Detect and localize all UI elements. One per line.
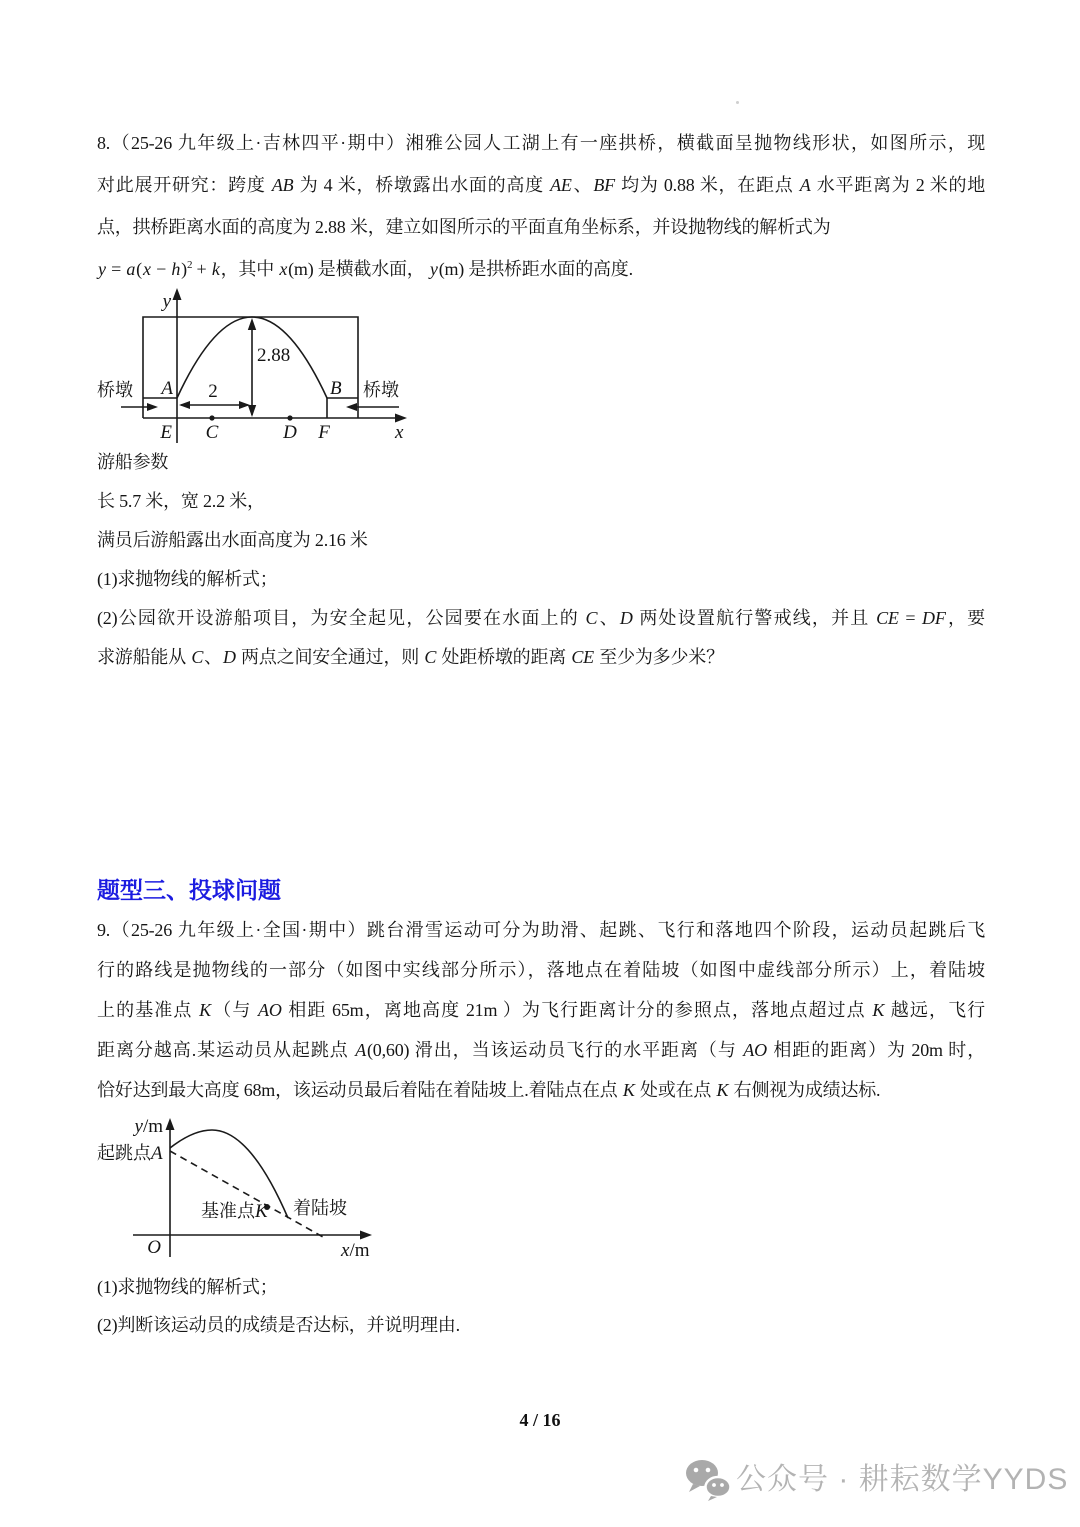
problem-9-statement xyxy=(97,910,985,1110)
figure1-height-value: 2.88 xyxy=(257,345,291,366)
figure1-point-A: A xyxy=(161,378,173,399)
problem-9-questions xyxy=(97,1268,985,1344)
problem-8-line-3: 点，拱桥距离水面的高度为 2.88 米，建立如图所示的平面直角坐标系，并设抛物线的解析式为 xyxy=(97,217,831,237)
problem-9-question-2: (2)判断该运动员的成绩是否达标，并说明理由. xyxy=(97,1315,460,1335)
scan-artifact-dot xyxy=(736,101,739,104)
figure-bridge-parabola xyxy=(95,285,415,450)
figure1-point-F: F xyxy=(318,422,330,443)
problem-8-statement xyxy=(97,122,985,290)
problem-9-line-1: 9.（25-26 九年级上·全国·期中）跳台滑雪运动可分为助滑、起跳、飞行和落地四个阶段，运动员起跳后飞 xyxy=(97,920,985,940)
height-up-arrowhead xyxy=(248,318,256,330)
problem-8-question-2-line-2: 求游船能从 C、D 两点之间安全通过，则 C 处距桥墩的距离 CE 至少为多少米？ xyxy=(97,647,724,667)
page-number: 4 / 16 xyxy=(519,1410,561,1430)
figure2-landing-slope-label: 着陆坡 xyxy=(293,1198,347,1218)
figure2-reference-point-label: 基准点K xyxy=(201,1201,268,1222)
figure1-x-label: x xyxy=(395,422,404,443)
boat-height-line: 满员后游船露出水面高度为 2.16 米 xyxy=(97,530,368,550)
figure-ski-jump xyxy=(95,1115,385,1265)
problem-8-boat-params-and-questions xyxy=(97,443,985,677)
right-pier-arrowhead xyxy=(346,403,357,411)
figure1-point-D: D xyxy=(283,422,297,443)
footer-brand: 公众号 · 耕耘数学YYDS xyxy=(736,1463,1069,1496)
figure1-y-label: y xyxy=(162,291,171,312)
span-right-arrowhead xyxy=(239,401,250,409)
problem-8-line-2: 对此展开研究：跨度 AB 为 4 米，桥墩露出水面的高度 AE、BF 均为 0.88 米，在距点 A 水平距离为 2 米的地 xyxy=(97,175,986,195)
figure2-takeoff-label: 起跳点A xyxy=(97,1143,163,1164)
figure2-axes-and-curves xyxy=(133,1123,367,1257)
figure2-origin-label: O xyxy=(147,1237,161,1258)
height-down-arrowhead xyxy=(248,405,256,417)
section-heading: 题型三、投球问题 xyxy=(97,877,281,903)
problem-9-line-3: 上的基准点 K（与 AO 相距 65m，离地高度 21m ）为飞行距离计分的参照点，落地点超过点 K 越远，飞行 xyxy=(97,1000,985,1020)
boat-params-title: 游船参数 xyxy=(97,452,169,472)
y-axis-arrowhead xyxy=(166,1118,175,1130)
left-pier-arrowhead xyxy=(147,403,158,411)
figure1-point-C: C xyxy=(205,422,219,443)
bounding-rectangle xyxy=(143,317,358,418)
x-axis-arrowhead xyxy=(360,1231,372,1240)
figure1-point-E: E xyxy=(160,422,172,443)
problem-8-line-1: 8.（25-26 九年级上·吉林四平·期中）湘雅公园人工湖上有一座拱桥，横截面呈抛物线形状，如图所示，现 xyxy=(97,133,985,153)
y-axis-arrowhead xyxy=(173,288,182,300)
landing-slope-dashed-line xyxy=(170,1151,323,1237)
problem-9-question-1: (1)求抛物线的解析式； xyxy=(97,1277,278,1297)
problem-9-line-4: 距离分越高.某运动员从起跳点 A(0,60) 滑出，当该运动员飞行的水平距离（与 AO 相距的距离）为 20m 时， xyxy=(97,1040,985,1060)
figure2-x-axis-label: x/m xyxy=(341,1240,370,1261)
problem-9-line-2: 行的路线是抛物线的一部分（如图中实线部分所示），落地点在着陆坡（如图中虚线部分所示）上，着陆坡 xyxy=(97,960,985,980)
wechat-icon xyxy=(684,1458,732,1502)
figure1-half-span-value: 2 xyxy=(208,381,218,402)
figure2-y-axis-label: y/m xyxy=(134,1116,163,1137)
figure1-right-pier-label: 桥墩 xyxy=(363,380,399,400)
problem-8-question-1: (1)求抛物线的解析式； xyxy=(97,569,278,589)
point-D-dot xyxy=(287,415,292,420)
figure1-point-B: B xyxy=(330,378,342,399)
figure1-axes-and-shapes xyxy=(121,295,401,443)
problem-8-question-2-line-1: (2)公园欲开设游船项目，为安全起见，公园要在水面上的 C、D 两处设置航行警戒线，并且 CE = DF，要 xyxy=(97,608,985,628)
problem-8-formula: $y = a(x - h)^2 + k$，其中 x(m) 是横截水面， y(m) 是拱桥距水面的高度. xyxy=(98,259,633,279)
span-left-arrowhead xyxy=(179,401,190,409)
boat-size-line: 长 5.7 米，宽 2.2 米， xyxy=(97,491,265,511)
point-C-dot xyxy=(209,415,214,420)
problem-9-line-5: 恰好达到最大高度 68m，该运动员最后着陆在着陆坡上.着陆点在点 K 处或在点 K 右侧视为成绩达标. xyxy=(97,1080,881,1100)
figure1-left-pier-label: 桥墩 xyxy=(97,380,133,400)
